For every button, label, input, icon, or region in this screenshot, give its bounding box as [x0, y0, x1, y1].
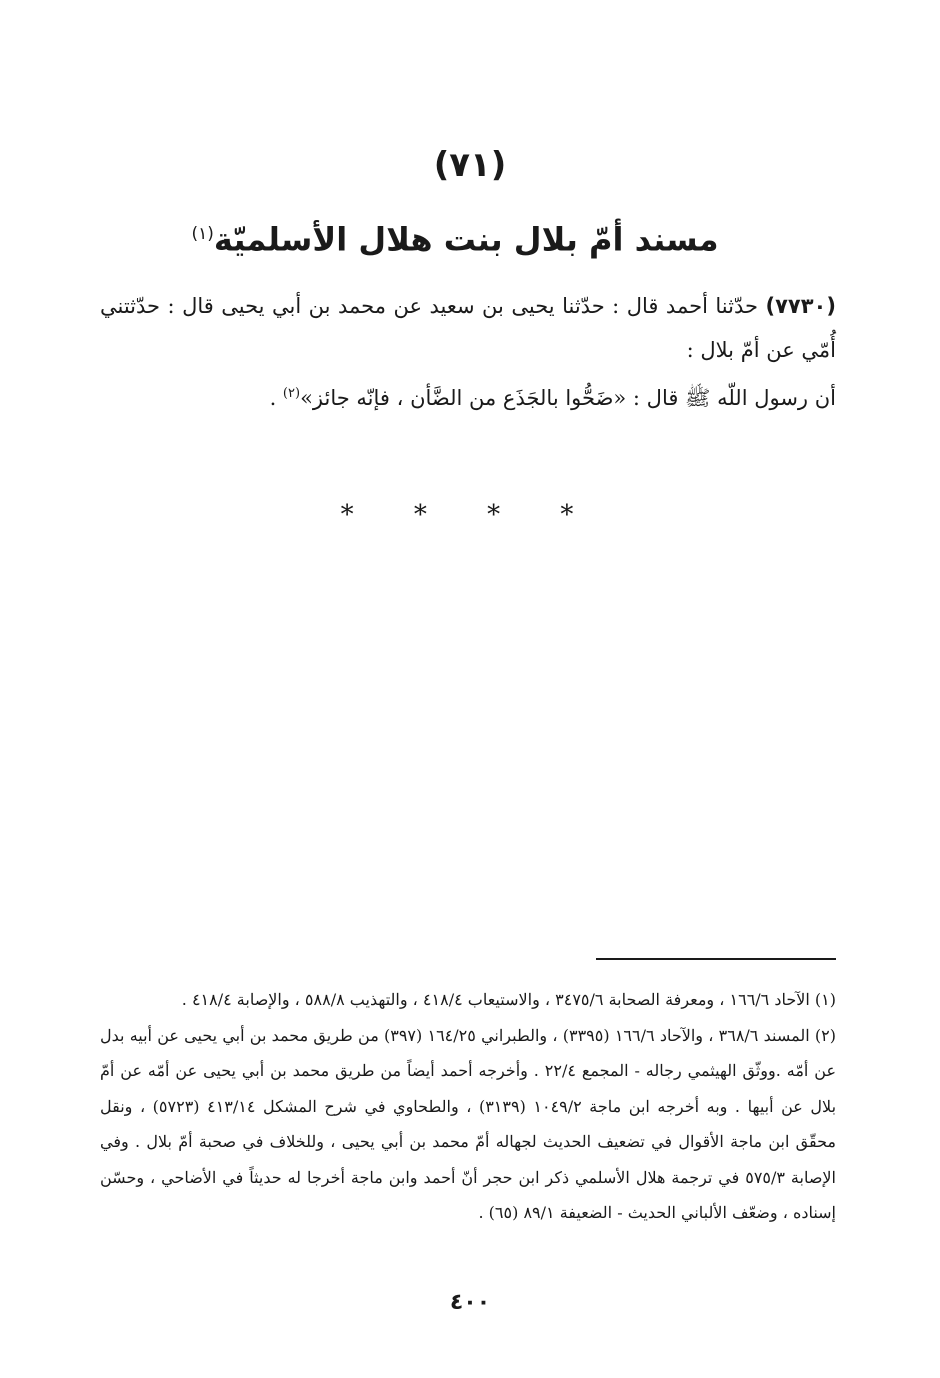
- footnotes: [100, 982, 836, 1231]
- hadith-isnad-text: حدّثنا أحمد قال : حدّثنا يحيى بن سعيد عن محمد بن أبي يحيى قال : حدّثتني أُمّي عن أمّ بلال :: [100, 294, 836, 362]
- footnote-2-marker: (٢): [814, 1025, 837, 1045]
- footnote-2: [100, 1018, 836, 1231]
- footnote-divider: [596, 958, 836, 960]
- hadith-matn-end: .: [269, 386, 283, 410]
- hadith-matn: [100, 372, 836, 420]
- chapter-title-text: مسند أمّ بلال بنت هلال الأسلميّة: [213, 220, 719, 259]
- chapter-title: [0, 210, 910, 264]
- footnote-1-text: الآحاد ١٦٦/٦ ، ومعرفة الصحابة ٣٤٧٥/٦ ، والاستيعاب ٤١٨/٤ ، والتهذيب ٥٨٨/٨ ، والإصابة ٤١٨/٤ .: [181, 990, 810, 1009]
- chapter-number: (٧١): [433, 145, 507, 185]
- section-separator: * * * *: [340, 500, 600, 530]
- hadith-isnad: [100, 284, 836, 372]
- hadith-number: (٧٧٣٠): [765, 294, 836, 318]
- hadith-matn-text: أن رسول اللّه ﷺ قال : «ضَحُّوا بالجَذَع من الضَّأن ، فإنّه جائز»: [300, 386, 836, 410]
- title-footnote-marker[interactable]: (١): [191, 224, 214, 244]
- page-number: ٤٠٠: [449, 1290, 491, 1315]
- footnote-2-text: المسند ٣٦٨/٦ ، والآحاد ١٦٦/٦ (٣٣٩٥) ، والطبراني ١٦٤/٢٥ (٣٩٧) من طريق محمد بن أبي يحيى عن أبيه بدل عن أمّه .ووثّق الهيثمي رجاله - المجمع ٢٢/٤ . وأخرجه أحمد أيضاً من طريق محمد بن أبي يحيى عن أمّه عن أمّ بلال عن أبيها . وبه أخرجه ابن ماجة ١٠٤٩/٢ (٣١٣٩) ، والطحاوي في شرح المشكل ٤١٣/١٤ (٥٧٢٣) ، ونقل محقّق ابن ماجة الأقوال في تضعيف الحديث لجهاله أمّ محمد بن أبي يحيى ، وللخلاف في صحبة أمّ بلال . وفي الإصابة ٥٧٥/٣ في ترجمة هلال الأسلمي ذكر ابن حجر أنّ أحمد وابن ماجة أخرجا له حديثاً في الأضاحي ، وحسّن إسناده ، وضعّف الألباني الحديث - الضعيفة ٨٩/١ (٦٥) .: [100, 1025, 837, 1222]
- hadith-text: [100, 284, 836, 420]
- matn-footnote-marker[interactable]: (٢): [282, 386, 301, 401]
- footnote-1-marker: (١): [814, 990, 836, 1009]
- footnote-1: [100, 982, 836, 1018]
